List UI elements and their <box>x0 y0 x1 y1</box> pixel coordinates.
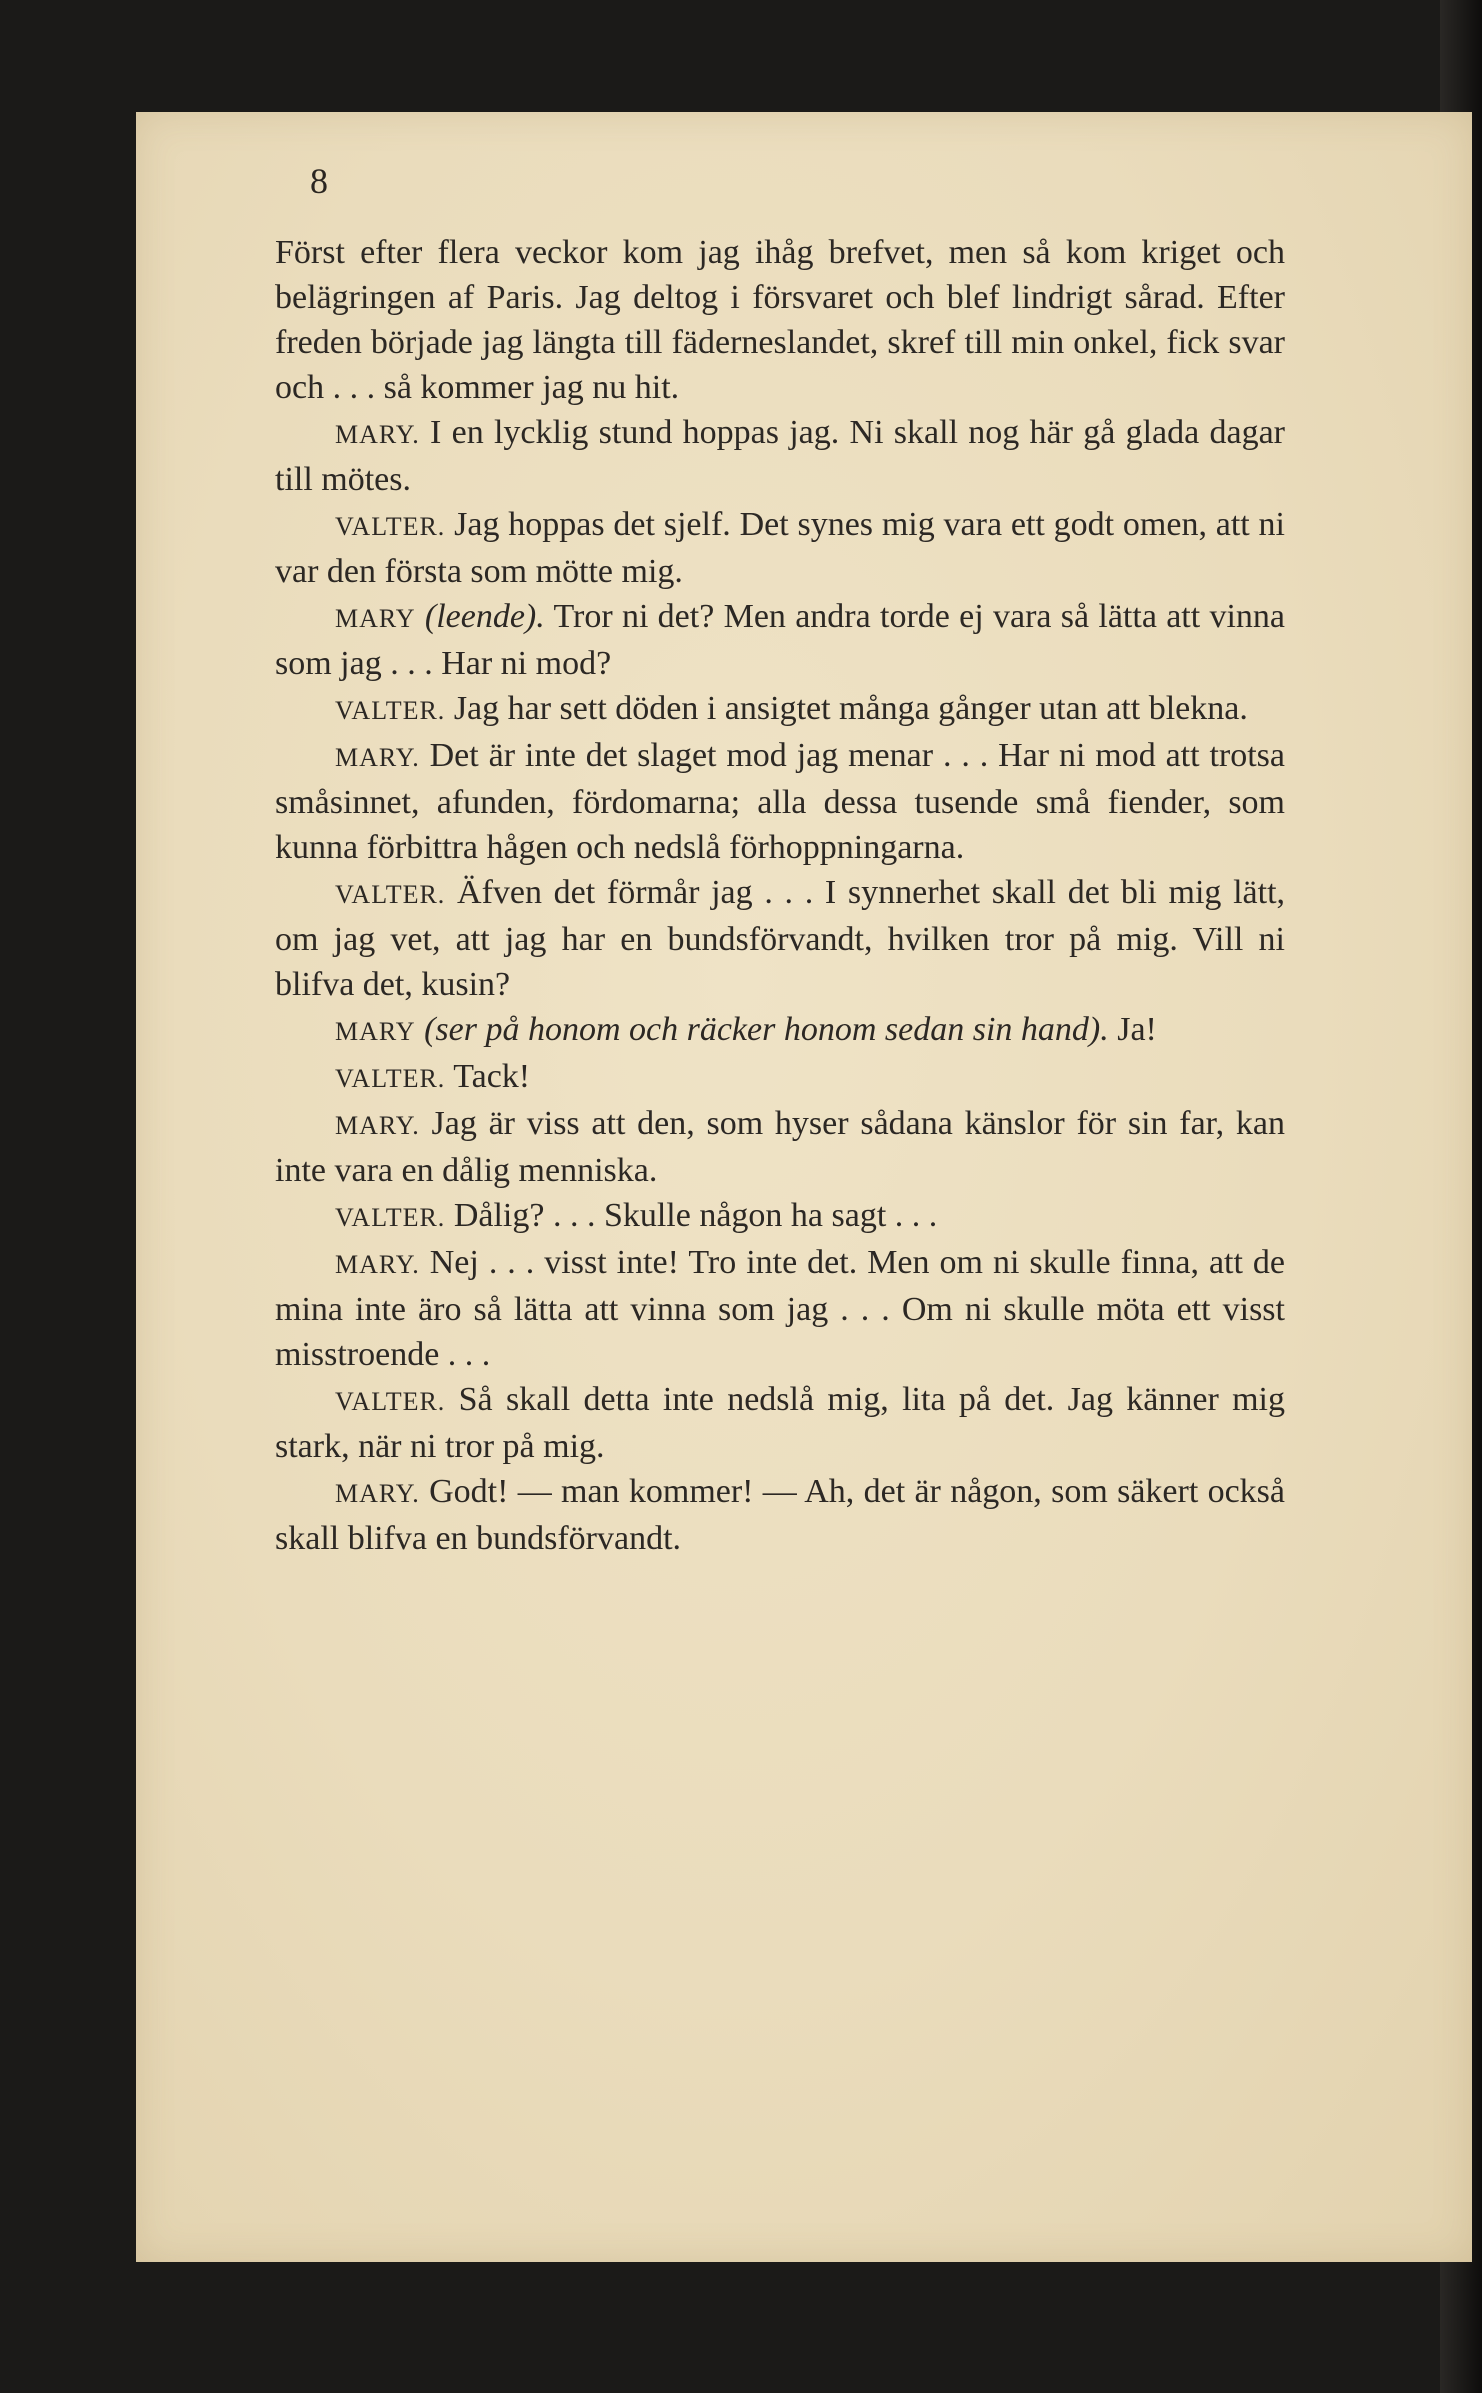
speaker-name: MARY. <box>335 1250 420 1279</box>
speech-text: Det är inte det slaget mod jag menar . . . Har ni mod att trotsa småsinnet, afunden, fördomarna; alla dessa tusende små fiender, som kunna förbittra hågen och nedslå förhoppningarna. <box>275 737 1285 866</box>
speech-12 <box>275 1377 1285 1469</box>
speech-text: Jag har sett döden i ansigtet många gånger utan att blekna. <box>453 690 1248 727</box>
speaker-name: VALTER. <box>335 512 446 541</box>
speech-1 <box>275 410 1285 502</box>
speech-text: Ja! <box>1117 1011 1157 1048</box>
speech-9 <box>275 1101 1285 1193</box>
speech-text: Så skall detta inte nedslå mig, lita på det. Jag känner mig stark, när ni tror på mig. <box>275 1381 1285 1465</box>
speech-text: I en lycklig stund hoppas jag. Ni skall nog här gå glada dagar till mötes. <box>275 414 1286 498</box>
speaker-name: VALTER. <box>335 1203 446 1232</box>
speaker-name: MARY. <box>335 1111 420 1140</box>
speech-3 <box>275 594 1285 686</box>
speech-4 <box>275 686 1285 733</box>
speech-text: Äfven det förmår jag . . . I synnerhet skall det bli mig lätt, om jag vet, att jag har en bundsförvandt, hvilken tror på mig. Vill ni blifva det, kusin? <box>275 874 1286 1003</box>
speech-8 <box>275 1054 1285 1101</box>
speech-text: Godt! — man kommer! — Ah, det är någon, som säkert också skall blifva en bundsförvandt. <box>275 1473 1286 1557</box>
speech-7 <box>275 1007 1285 1054</box>
speech-text: Dålig? . . . Skulle någon ha sagt . . . <box>453 1197 938 1234</box>
page-number: 8 <box>310 161 328 201</box>
speech-text: Nej . . . visst inte! Tro inte det. Men om ni skulle finna, att de mina inte äro så lätta att vinna som jag . . . Om ni skulle möta ett visst misstroende . . . <box>275 1244 1286 1373</box>
speaker-name: MARY. <box>335 743 420 772</box>
stage-direction: (ser på honom och räcker honom sedan sin hand). <box>424 1011 1109 1048</box>
speech-text: Jag är viss att den, som hyser sådana känslor för sin far, kan inte vara en dålig menniska. <box>275 1105 1285 1189</box>
speaker-name: VALTER. <box>335 880 446 909</box>
speech-text: Jag hoppas det sjelf. Det synes mig vara ett godt omen, att ni var den första som mötte mig. <box>275 506 1286 590</box>
speech-2 <box>275 502 1285 594</box>
stage-direction: (leende). <box>424 598 545 635</box>
speaker-name: VALTER. <box>335 1387 446 1416</box>
speech-10 <box>275 1193 1285 1240</box>
speech-text: Tack! <box>453 1058 531 1095</box>
speech-13 <box>275 1469 1285 1561</box>
speech-6 <box>275 870 1285 1007</box>
speaker-name: MARY. <box>335 1479 420 1508</box>
opening-paragraph: Först efter flera veckor kom jag ihåg brefvet, men så kom kriget och belägringen af Paris. Jag deltog i försvaret och blef lindrigt sårad. Efter freden började jag längta till fäderneslandet, skref till min onkel, fick svar och . . . så kommer jag nu hit. <box>275 234 1285 406</box>
speech-5 <box>275 733 1285 870</box>
speaker-name: MARY <box>335 1017 416 1046</box>
speaker-name: VALTER. <box>335 1064 446 1093</box>
speaker-name: MARY <box>335 604 416 633</box>
speech-11 <box>275 1240 1285 1377</box>
page-text <box>275 230 1285 1561</box>
speaker-name: MARY. <box>335 420 420 449</box>
speaker-name: VALTER. <box>335 696 446 725</box>
speech-text: Tror ni det? Men andra torde ej vara så lätta att vinna som jag . . . Har ni mod? <box>275 598 1286 682</box>
